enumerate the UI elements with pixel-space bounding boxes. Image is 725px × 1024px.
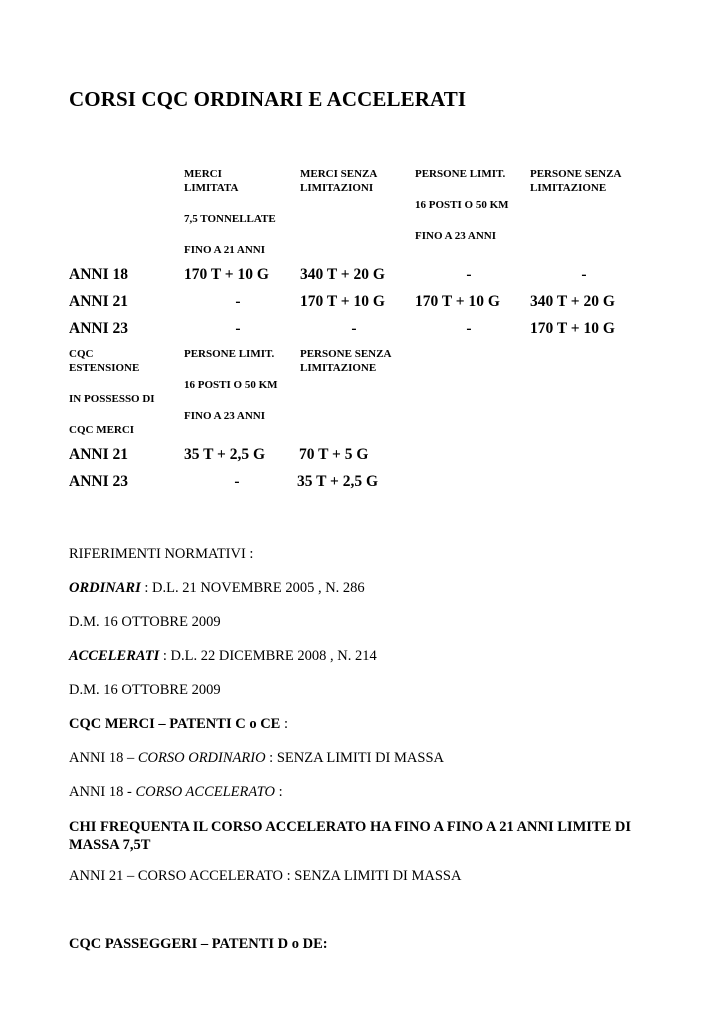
row-label: ANNI 18 <box>69 266 128 283</box>
header-persone-limit: PERSONE LIMIT. 16 POSTI O 50 KM FINO A 23 ANNI <box>415 168 509 242</box>
accelerati-label: ACCELERATI <box>69 648 160 664</box>
cell: - <box>235 293 241 310</box>
cqc-passeggeri-heading: CQC PASSEGGERI – PATENTI D o DE: <box>69 936 328 952</box>
cell: - <box>235 320 241 337</box>
cell: 70 T + 5 G <box>299 446 369 463</box>
header-persone-senza-2: PERSONE SENZA LIMITAZIONE <box>300 348 392 374</box>
riferimenti-normativi: RIFERIMENTI NORMATIVI : <box>69 546 254 562</box>
header-persone-senza-limitazione: PERSONE SENZA LIMITAZIONE <box>530 168 622 194</box>
cell: 170 T + 10 G <box>184 266 269 283</box>
page-title: CORSI CQC ORDINARI E ACCELERATI <box>69 87 467 111</box>
cell: - <box>466 320 472 337</box>
cell: 170 T + 10 G <box>300 293 385 310</box>
header-merci-limitata: MERCI LIMITATA 7,5 TONNELLATE FINO A 21 ANNI <box>184 168 276 256</box>
row-label: ANNI 23 <box>69 473 128 490</box>
row-label: ANNI 23 <box>69 320 128 337</box>
cell: 35 T + 2,5 G <box>297 473 379 490</box>
cell: - <box>351 320 357 337</box>
dm-line-1: D.M. 16 OTTOBRE 2009 <box>69 614 221 630</box>
dm-line-2: D.M. 16 OTTOBRE 2009 <box>69 682 221 698</box>
header-merci-senza-limitazioni: MERCI SENZA LIMITAZIONI <box>300 168 378 194</box>
ordinari-line: ORDINARI : D.L. 21 NOVEMBRE 2005 , N. 286 <box>69 580 365 596</box>
header-cqc-estensione: CQC ESTENSIONE IN POSSESSO DI CQC MERCI <box>69 348 155 436</box>
accelerati-line: ACCELERATI : D.L. 22 DICEMBRE 2008 , N. 214 <box>69 648 377 664</box>
cell: 340 T + 20 G <box>300 266 385 283</box>
cell: - <box>234 473 240 490</box>
cell: 170 T + 10 G <box>530 320 615 337</box>
ordinari-label: ORDINARI <box>69 580 141 596</box>
cell: - <box>581 266 587 283</box>
cell: 340 T + 20 G <box>530 293 615 310</box>
chi-frequenta-note: CHI FREQUENTA IL CORSO ACCELERATO HA FINO A FINO A 21 ANNI LIMITE DI MASSA 7,5T <box>69 819 631 853</box>
row-label: ANNI 21 <box>69 293 128 310</box>
row-label: ANNI 21 <box>69 446 128 463</box>
cqc-merci-heading: CQC MERCI – PATENTI C o CE : <box>69 716 288 732</box>
cell: - <box>466 266 472 283</box>
anni18-ordinario-line: ANNI 18 – CORSO ORDINARIO : SENZA LIMITI DI MASSA <box>69 750 444 766</box>
cell: 35 T + 2,5 G <box>184 446 266 463</box>
anni18-accelerato-line: ANNI 18 - CORSO ACCELERATO : <box>69 784 283 800</box>
anni21-accelerato-line: ANNI 21 – CORSO ACCELERATO : SENZA LIMITI DI MASSA <box>69 868 462 884</box>
header-persone-limit-2: PERSONE LIMIT. 16 POSTI O 50 KM FINO A 23 ANNI <box>184 348 278 422</box>
cell: 170 T + 10 G <box>415 293 500 310</box>
